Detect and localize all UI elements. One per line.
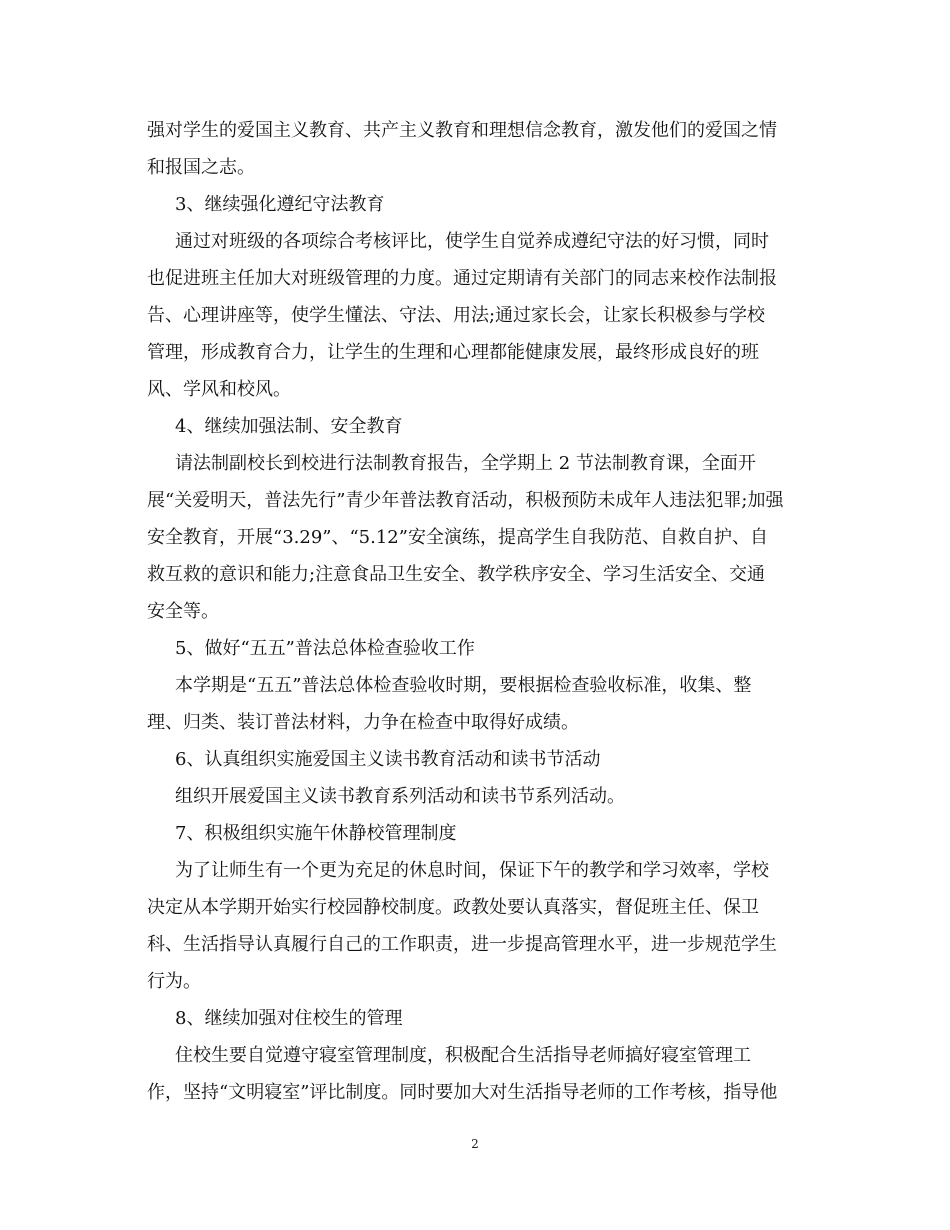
text-line: 管理，形成教育合力，让学生的生理和心理都能健康发展，最终形成良好的班 [147,342,759,363]
text-line: 8、继续加强对住校生的管理 [175,1008,403,1029]
text-line: 7、积极组织实施午休静校管理制度 [175,823,457,844]
text-line: 6、认真组织实施爱国主义读书教育活动和读书节活动 [175,749,601,770]
text-line: 组织开展爱国主义读书教育系列活动和读书节系列活动。 [175,786,625,807]
text-line: 决定从本学期开始实行校园静校制度。政教处要认真落实，督促班主任、保卫 [147,897,759,918]
text-line: 为了让师生有一个更为充足的休息时间，保证下午的教学和学习效率，学校 [175,860,769,881]
text-line: 强对学生的爱国主义教育、共产主义教育和理想信念教育，激发他们的爱国之情 [147,120,777,141]
text-line: 安全教育，开展“3.29”、“5.12”安全演练，提高学生自我防范、自救自护、自 [147,527,768,548]
text-line: 科、生活指导认真履行自己的工作职责，进一步提高管理水平，进一步规范学生 [147,934,777,955]
text-line: 住校生要自觉遵守寝室管理制度，积极配合生活指导老师搞好寝室管理工 [175,1045,751,1066]
text-line: 4、继续加强法制、安全教育 [175,416,403,437]
text-line: 3、继续强化遵纪守法教育 [175,194,385,215]
text-line: 本学期是“五五”普法总体检查验收时期，要根据检查验收标准，收集、整 [175,675,752,696]
text-line: 请法制副校长到校进行法制教育报告，全学期上 2 节法制教育课，全面开 [175,453,756,474]
text-line: 和报国之志。 [147,157,255,178]
text-line: 行为。 [147,971,201,992]
text-line: 5、做好“五五”普法总体检查验收工作 [175,638,475,659]
text-line: 作，坚持“文明寝室”评比制度。同时要加大对生活指导老师的工作考核，指导他 [147,1082,778,1103]
text-line: 救互救的意识和能力;注意食品卫生安全、教学秩序安全、学习生活安全、交通 [147,564,766,585]
page-number: 2 [471,1137,479,1151]
text-line: 风、学风和校风。 [147,379,291,400]
text-line: 理、归类、装订普法材料，力争在检查中取得好成绩。 [147,712,579,733]
text-line: 告、心理讲座等，使学生懂法、守法、用法;通过家长会，让家长积极参与学校 [147,305,766,326]
text-line: 展“关爱明天，普法先行”青少年普法教育活动，积极预防未成年人违法犯罪;加强 [147,490,784,511]
text-line: 也促进班主任加大对班级管理的力度。通过定期请有关部门的同志来校作法制报 [147,268,777,289]
text-line: 通过对班级的各项综合考核评比，使学生自觉养成遵纪守法的好习惯，同时 [175,231,769,252]
text-line: 安全等。 [147,601,219,622]
document-body [147,112,802,1111]
